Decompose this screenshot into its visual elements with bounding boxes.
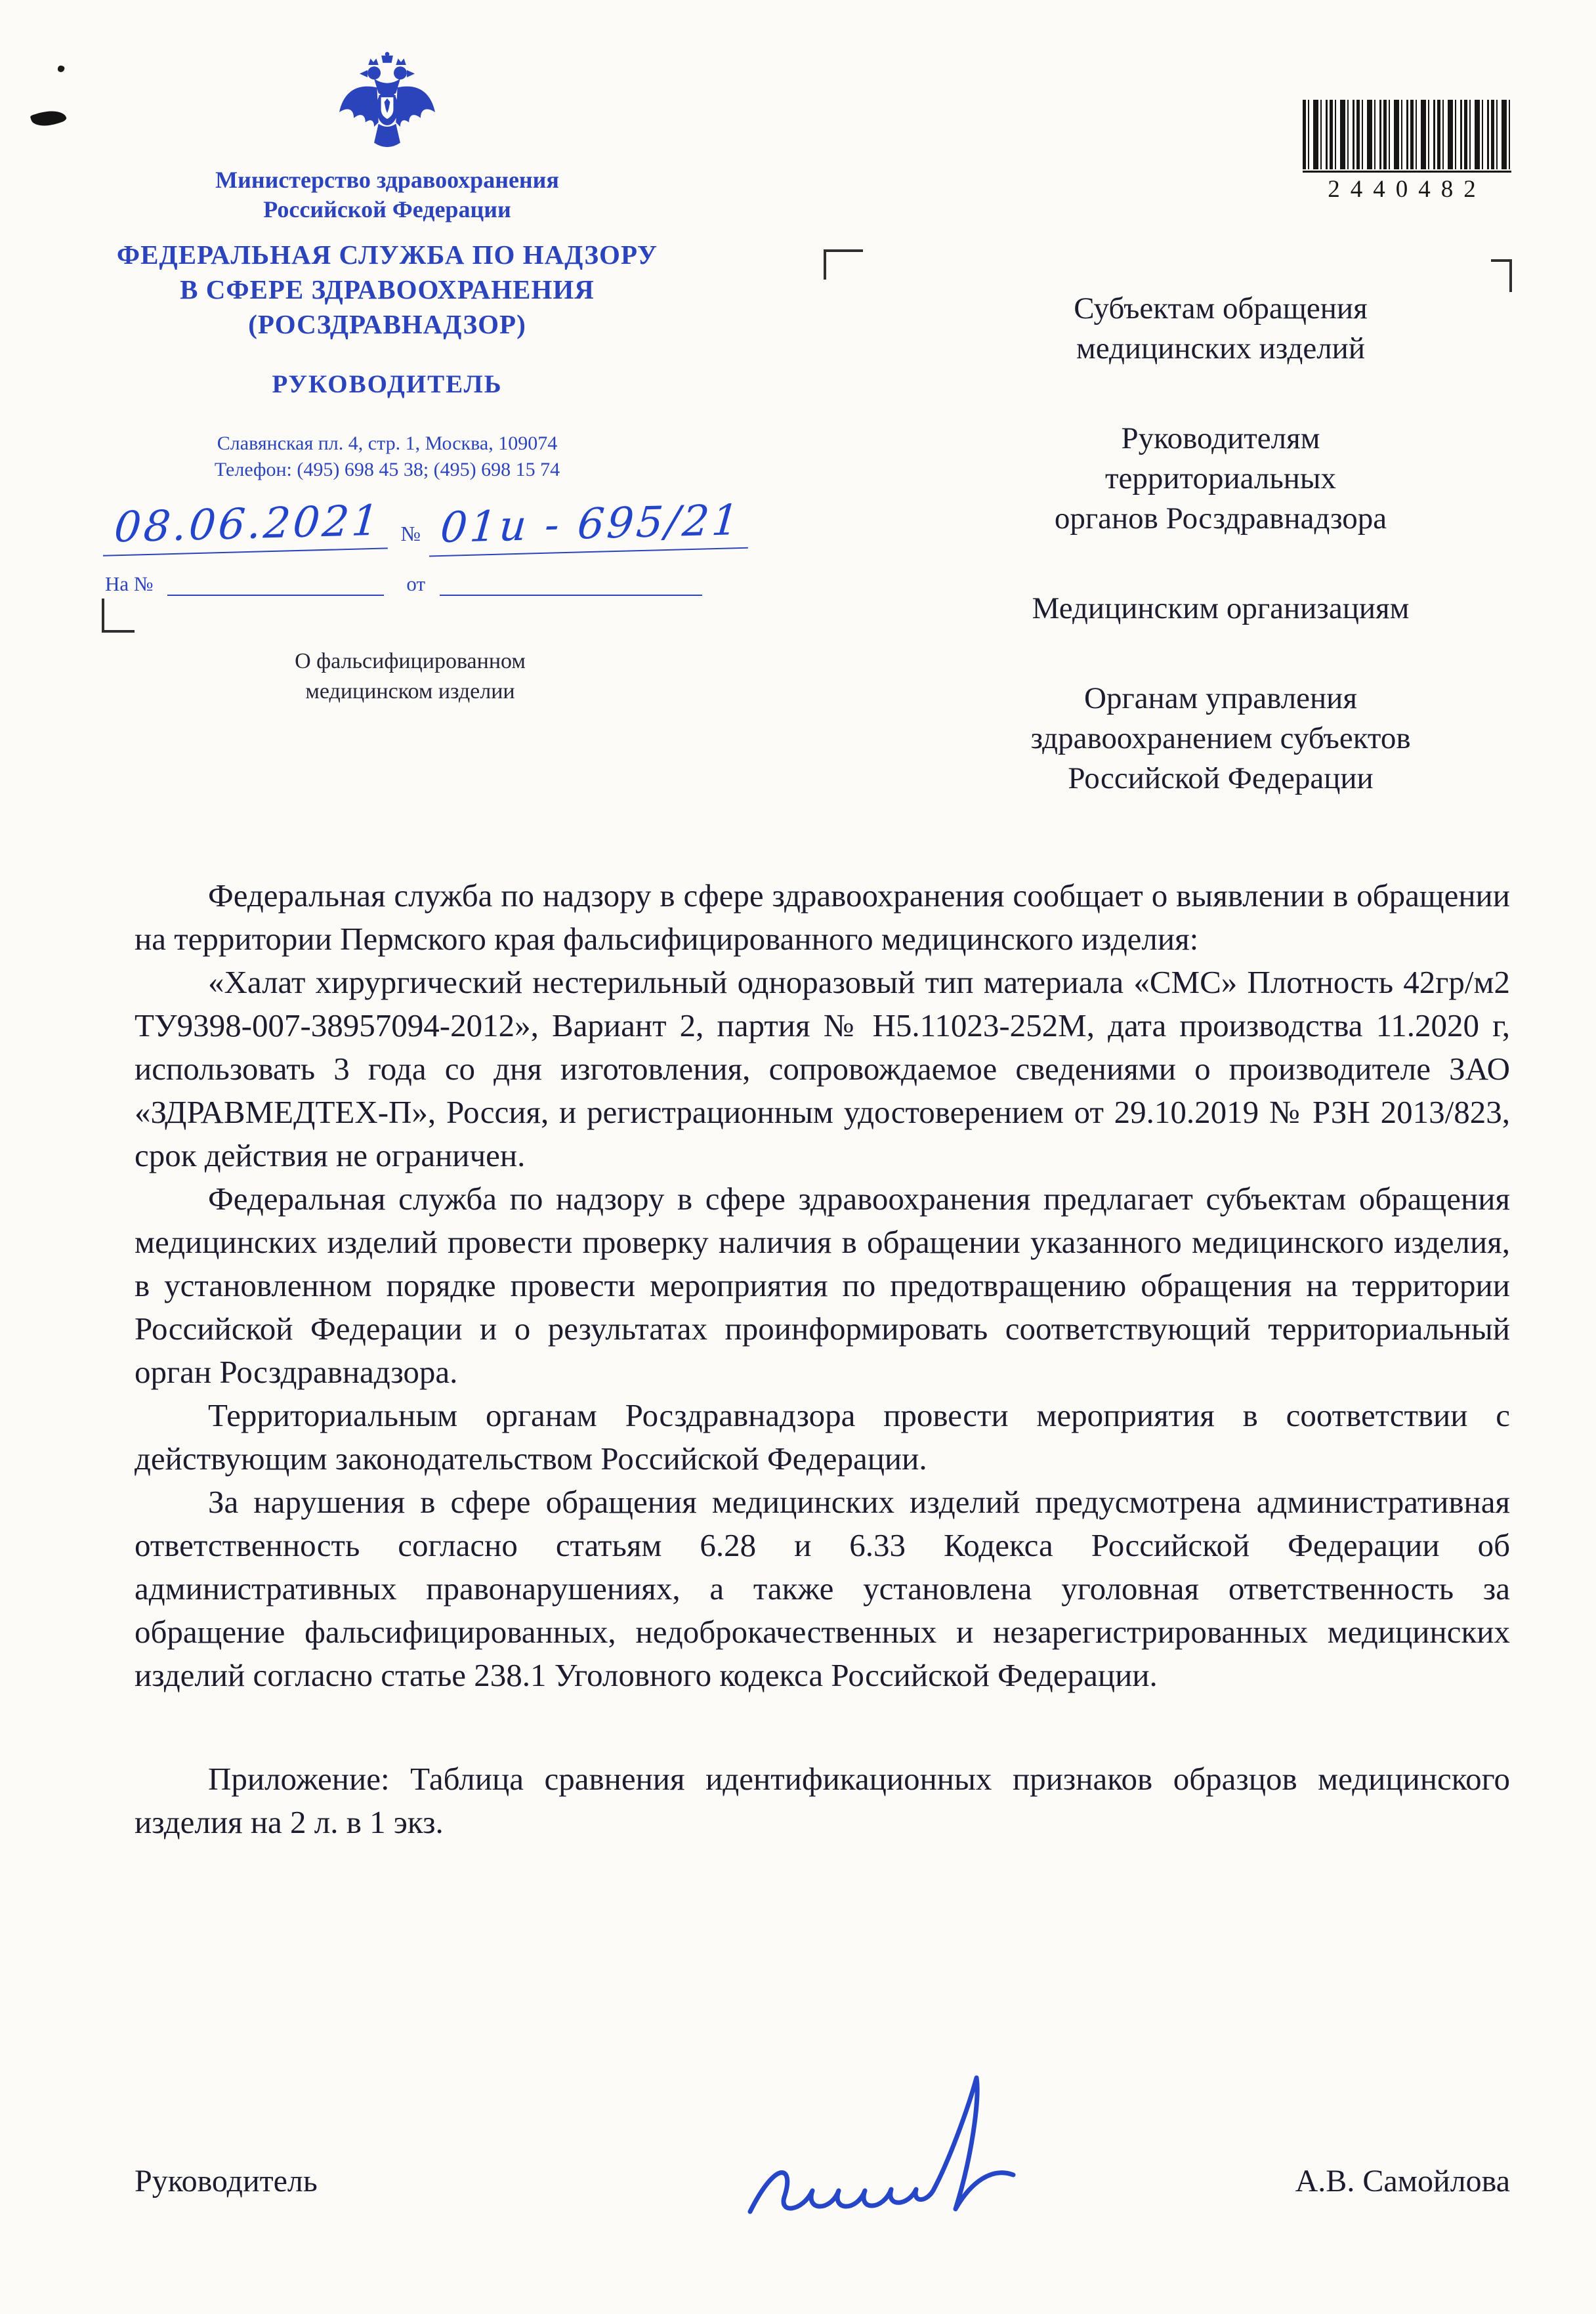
number-sign: № [400,522,421,545]
addressee-line: территориальных [1104,461,1337,495]
body-paragraph: Федеральная служба по надзору в сфере здравоохранения сообщает о выявлении в обращении на территории Пермского края фальсифицированного медицинского изделия: [135,877,1510,957]
barcode-bars-icon [1303,100,1511,169]
address-zone-corner-mark [824,249,863,280]
addressee-line: органов Росздравнадзора [1054,501,1387,536]
addressee-line: здравоохранением субъектов [1030,721,1411,755]
addressee-group [912,679,1529,799]
blank-field [167,572,384,596]
addressee-group [912,589,1529,629]
signer-name: А.В. Самойлова [1295,2164,1510,2198]
form-corner-mark [102,599,135,633]
registration-barcode [1303,100,1511,203]
addressee-line: медицинских изделий [1076,331,1365,366]
service-name [72,238,702,342]
addressee-block [912,289,1529,849]
signer-title: Руководитель [135,2164,318,2198]
handwritten-date: 08.06.2021 [103,496,392,557]
letter-subject [233,646,587,707]
scan-speck [57,65,66,74]
addressee-line: Субъектам обращения [1074,291,1368,326]
addressee-line: Руководителям [1121,421,1320,455]
org-address: Славянская пл. 4, стр. 1, Москва, 109074 [217,432,558,454]
addressee-group [912,289,1529,369]
addressee-group [912,419,1529,539]
handwritten-signature [727,2061,1075,2258]
russia-coat-of-arms-icon [329,51,446,160]
signer-role-heading: РУКОВОДИТЕЛЬ [272,370,503,398]
org-header [72,51,744,596]
body-paragraph: «Халат хирургический нестерильный одноразовый тип материала «СМС» Плотность 42гр/м2 ТУ9398-007-38957094-2012», Вариант 2, партия № Н5.11023-252М, дата производства 11.2020 г, использовать 3 года со дня изготовления, сопровождаемое сведениями о производителе ЗАО «ЗДРАВМЕДТЕХ-П», Россия, и регистрационным удостоверением от 29.10.2019 № РЗН 2013/823, срок действия не ограничен. [135,964,1510,1173]
service-name-line: В СФЕРЕ ЗДРАВООХРАНЕНИЯ [180,274,595,305]
ministry-name-line: Российской Федерации [263,196,511,222]
attachment-note: Приложение: Таблица сравнения идентификационных признаков образцов медицинского изделия на 2 л. в 1 экз. [135,1761,1510,1840]
addressee-line: Медицинским организациям [1032,591,1410,625]
letter-body [135,874,1510,1844]
body-paragraph: Федеральная служба по надзору в сфере здравоохранения предлагает субъектам обращения медицинских изделий провести проверку наличия в обращении указанного медицинского изделия, в установленном порядке провести мероприятия по предотвращению обращения на территории Российской Федерации и о результатах проинформировать соответствующий территориальный орган Росздравнадзора. [135,1181,1510,1390]
org-phone: Телефон: (495) 698 45 38; (495) 698 15 74 [214,459,560,480]
addressee-line: Российской Федерации [1068,761,1374,795]
scan-speck [30,106,68,131]
addressee-line: Органам управления [1084,681,1357,715]
barcode-number: 2440482 [1303,171,1511,203]
na-label: На № [105,572,154,595]
subject-line: медицинском изделии [305,679,515,704]
body-paragraph: За нарушения в сфере обращения медицинских изделий предусмотрена административная ответственность согласно статьям 6.28 и 6.33 Кодекса Российской Федерации об административных правонарушениях, а также установлена уголовная ответственность за обращение фальсифицированных, недоброкачественных и незарегистрированных медицинских изделий согласно статье 238.1 Уголовного кодекса Российской Федерации. [135,1484,1510,1693]
date-number-row [72,495,744,553]
ot-label: от [406,572,426,595]
address-zone-corner-mark [1491,259,1512,292]
handwritten-doc-number: 01и - 695/21 [429,496,752,557]
body-paragraph: Территориальным органам Росздравнадзора провести мероприятия в соответствии с действующим законодательством Российской Федерации. [135,1397,1510,1477]
service-name-line: (РОСЗДРАВНАДЗОР) [248,309,526,339]
blank-field [440,572,702,596]
ministry-name-line: Министерство здравоохранения [215,167,559,193]
reply-reference-row [72,572,702,596]
service-name-line: ФЕДЕРАЛЬНАЯ СЛУЖБА ПО НАДЗОРУ [116,240,658,270]
subject-line: О фальсифицированном [295,649,526,673]
